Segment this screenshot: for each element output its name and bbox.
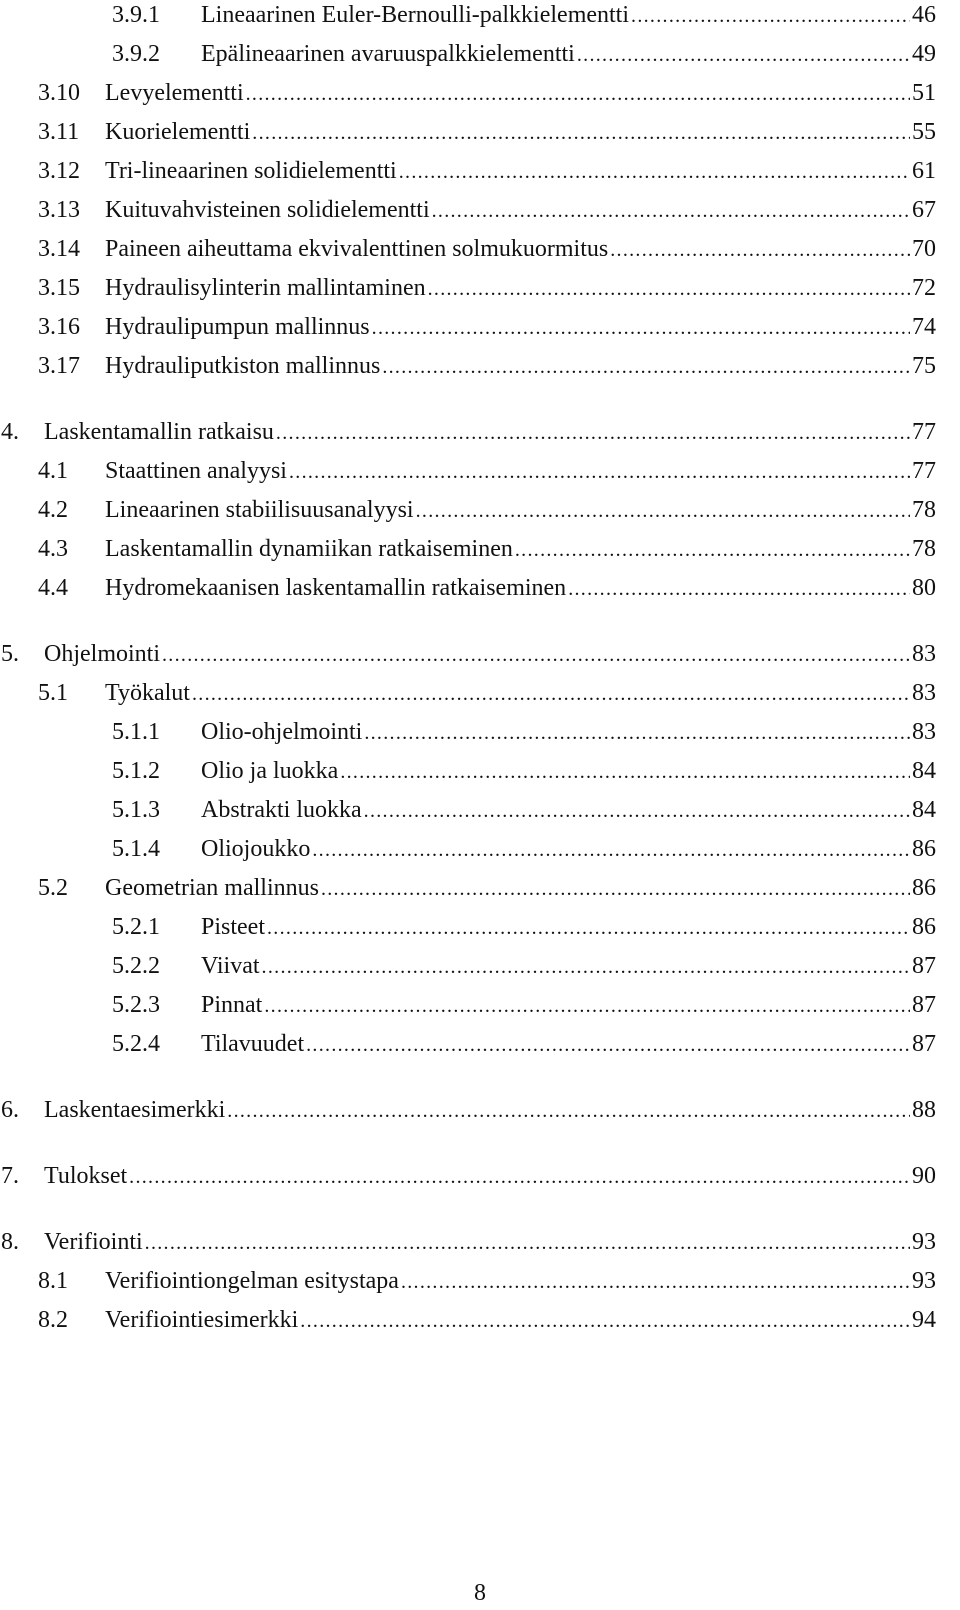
toc-entry: [0, 268, 960, 308]
toc-entry: [0, 307, 960, 347]
toc-entry-title: Laskentamallin dynamiikan ratkaiseminen: [105, 529, 515, 569]
toc-entry-title: Viivat: [201, 946, 262, 986]
toc-entry-title: Hydromekaanisen laskentamallin ratkaiseminen: [105, 568, 568, 608]
toc-entry-number: 3.9.2: [112, 41, 160, 67]
toc-entry-text: [105, 1300, 936, 1341]
toc-entry: [0, 190, 960, 230]
toc-entry: [0, 1156, 960, 1196]
toc-entry-page: 77: [912, 419, 936, 445]
toc-entry-page: 51: [912, 80, 936, 106]
toc-entry-number: 4.4: [38, 575, 68, 601]
toc-entry-number: 8.: [1, 1229, 19, 1255]
toc-entry: [0, 529, 960, 569]
toc-entry-title: Ohjelmointi: [44, 634, 162, 674]
toc-entry-number: 5.2.4: [112, 1031, 160, 1057]
toc-entry-page: 74: [912, 314, 936, 340]
toc-entry-page: 84: [912, 797, 936, 823]
toc-entry-title: Työkalut: [105, 673, 192, 713]
toc-entry-number: 3.9.1: [112, 2, 160, 28]
toc-entry-page: 87: [912, 992, 936, 1018]
toc-entry-page: 93: [912, 1229, 936, 1255]
toc-entry-number: 5.2.2: [112, 953, 160, 979]
toc-entry-title: Pinnat: [201, 985, 264, 1025]
toc-entry-page: 70: [912, 236, 936, 262]
toc-entry-text: [105, 73, 936, 114]
dot-leader: [577, 35, 910, 75]
toc-entry-page: 86: [912, 875, 936, 901]
toc-entry-title: Laskentamallin ratkaisu: [44, 412, 276, 452]
toc-entry-page: 49: [912, 41, 936, 67]
toc-entry-text: [44, 1156, 936, 1197]
toc-entry-number: 6.: [1, 1097, 19, 1123]
toc-entry-page: 86: [912, 836, 936, 862]
dot-leader: [372, 308, 910, 348]
toc-entry-title: Kuituvahvisteinen solidielementti: [105, 190, 432, 230]
dot-leader: [321, 869, 910, 909]
toc-entry-title: Laskentaesimerkki: [44, 1090, 227, 1130]
dot-leader: [264, 986, 910, 1026]
toc-entry: [0, 1300, 960, 1340]
dot-leader: [631, 0, 910, 36]
toc-entry-page: 83: [912, 680, 936, 706]
toc-entry-text: [201, 34, 936, 75]
toc-entry-page: 78: [912, 536, 936, 562]
toc-entry-title: Lineaarinen Euler-Bernoulli-palkkielementti: [201, 0, 631, 35]
toc-entry: [0, 790, 960, 830]
toc-entry-text: [105, 1261, 936, 1302]
toc-entry-text: [201, 1024, 936, 1065]
toc-entry-title: Staattinen analyysi: [105, 451, 289, 491]
toc-entry-page: 75: [912, 353, 936, 379]
dot-leader: [312, 830, 910, 870]
toc-entry-number: 4.2: [38, 497, 68, 523]
dot-leader: [610, 230, 910, 270]
toc-entry-number: 8.2: [38, 1307, 68, 1333]
toc-entry-number: 3.12: [38, 158, 80, 184]
toc-entry-number: 3.15: [38, 275, 80, 301]
toc-entry-text: [105, 268, 936, 309]
dot-leader: [364, 713, 910, 753]
toc-entry: [0, 673, 960, 713]
toc-entry: [0, 907, 960, 947]
toc-entry: [0, 73, 960, 113]
toc-entry-title: Olio-ohjelmointi: [201, 712, 364, 752]
toc-entry-number: 3.17: [38, 353, 80, 379]
dot-leader: [399, 152, 910, 192]
toc-entry-title: Kuorielementti: [105, 112, 252, 152]
toc-entry-title: Hydraulipumpun mallinnus: [105, 307, 372, 347]
toc-entry-number: 7.: [1, 1163, 19, 1189]
toc-entry-number: 3.14: [38, 236, 80, 262]
toc-entry-text: [44, 1222, 936, 1263]
toc-entry-title: Oliojoukko: [201, 829, 312, 869]
toc-entry-title: Verifiointi: [44, 1222, 145, 1262]
toc-entry-text: [201, 790, 936, 831]
toc-entry-title: Pisteet: [201, 907, 267, 947]
toc-entry-title: Verifiointiongelman esitystapa: [105, 1261, 401, 1301]
dot-leader: [129, 1157, 910, 1197]
toc-entry: [0, 346, 960, 386]
toc-entry-title: Geometrian mallinnus: [105, 868, 321, 908]
dot-leader: [145, 1223, 910, 1263]
dot-leader: [428, 269, 910, 309]
toc-entry-number: 5.1.3: [112, 797, 160, 823]
toc-entry: [0, 829, 960, 869]
toc-entry: [0, 1261, 960, 1301]
toc-entry-text: [201, 985, 936, 1026]
toc-entry-page: 93: [912, 1268, 936, 1294]
toc-entry-text: [44, 412, 936, 453]
toc-entry-page: 87: [912, 953, 936, 979]
toc-entry: [0, 490, 960, 530]
toc-entry: [0, 1222, 960, 1262]
toc-entry-text: [105, 490, 936, 531]
toc-entry-number: 5.2: [38, 875, 68, 901]
toc-entry-page: 78: [912, 497, 936, 523]
toc-entry-page: 94: [912, 1307, 936, 1333]
dot-leader: [382, 347, 910, 387]
toc-entry: [0, 1024, 960, 1064]
toc-entry-page: 61: [912, 158, 936, 184]
toc-entry-text: [105, 346, 936, 387]
toc-entry: [0, 712, 960, 752]
toc-entry-text: [201, 0, 936, 36]
toc-entry: [0, 1090, 960, 1130]
toc-entry-title: Tilavuudet: [201, 1024, 306, 1064]
toc-entry: [0, 151, 960, 191]
toc-entry: [0, 34, 960, 74]
toc-entry: [0, 946, 960, 986]
toc-entry-number: 8.1: [38, 1268, 68, 1294]
dot-leader: [432, 191, 910, 231]
toc-entry: [0, 634, 960, 674]
toc-entry-number: 5.1.4: [112, 836, 160, 862]
toc-entry-number: 5.1.2: [112, 758, 160, 784]
toc-entry-number: 5.1: [38, 680, 68, 706]
toc-entry-title: Tulokset: [44, 1156, 129, 1196]
toc-entry-title: Epälineaarinen avaruuspalkkielementti: [201, 34, 577, 74]
dot-leader: [340, 752, 910, 792]
toc-entry-title: Hydraulisylinterin mallintaminen: [105, 268, 428, 308]
dot-leader: [262, 947, 910, 987]
toc-entry-text: [105, 151, 936, 192]
toc-entry-page: 77: [912, 458, 936, 484]
toc-entry-page: 84: [912, 758, 936, 784]
toc-entry-number: 4.3: [38, 536, 68, 562]
page-number: 8: [474, 1580, 486, 1606]
toc-entry-text: [105, 451, 936, 492]
dot-leader: [364, 791, 910, 831]
toc-entry-text: [201, 751, 936, 792]
toc-entry-title: Tri-lineaarinen solidielementti: [105, 151, 399, 191]
toc-entry-page: 83: [912, 641, 936, 667]
toc-entry: [0, 868, 960, 908]
toc-entry: [0, 451, 960, 491]
toc-entry-page: 46: [912, 2, 936, 28]
toc-entry-page: 67: [912, 197, 936, 223]
toc-entry-title: Hydrauliputkiston mallinnus: [105, 346, 382, 386]
toc-entry-text: [201, 946, 936, 987]
toc-entry-page: 86: [912, 914, 936, 940]
toc-entry-number: 4.1: [38, 458, 68, 484]
dot-leader: [267, 908, 910, 948]
dot-leader: [252, 113, 910, 153]
toc-entry-text: [105, 190, 936, 231]
toc-entry-text: [105, 868, 936, 909]
toc-entry-number: 3.10: [38, 80, 80, 106]
toc-entry-number: 5.2.1: [112, 914, 160, 940]
toc-entry-text: [105, 529, 936, 570]
dot-leader: [300, 1301, 910, 1341]
toc-entry-page: 90: [912, 1163, 936, 1189]
toc-entry-page: 72: [912, 275, 936, 301]
toc-entry: [0, 0, 960, 35]
toc-entry-text: [105, 673, 936, 714]
toc-entry-number: 5.1.1: [112, 719, 160, 745]
toc-entry-page: 83: [912, 719, 936, 745]
dot-leader: [162, 635, 910, 675]
dot-leader: [401, 1262, 910, 1302]
toc-entry-page: 87: [912, 1031, 936, 1057]
toc-entry-text: [201, 712, 936, 753]
toc-entry-text: [201, 907, 936, 948]
toc-entry-title: Paineen aiheuttama ekvivalenttinen solmukuormitus: [105, 229, 610, 269]
toc-entry: [0, 412, 960, 452]
toc-entry-title: Verifiointiesimerkki: [105, 1300, 300, 1340]
dot-leader: [289, 452, 910, 492]
toc-entry: [0, 751, 960, 791]
toc-entry-text: [44, 1090, 936, 1131]
toc-entry-text: [105, 568, 936, 609]
dot-leader: [276, 413, 910, 453]
toc-entry-page: 80: [912, 575, 936, 601]
toc-entry: [0, 568, 960, 608]
toc-entry-number: 5.: [1, 641, 19, 667]
toc-entry-number: 3.13: [38, 197, 80, 223]
dot-leader: [306, 1025, 910, 1065]
toc-entry-number: 5.2.3: [112, 992, 160, 1018]
toc-entry-text: [105, 307, 936, 348]
dot-leader: [515, 530, 910, 570]
toc-entry: [0, 985, 960, 1025]
toc-entry-page: 88: [912, 1097, 936, 1123]
toc-entry-number: 3.16: [38, 314, 80, 340]
toc-entry-text: [105, 112, 936, 153]
toc-entry-text: [105, 229, 936, 270]
dot-leader: [227, 1091, 910, 1131]
toc-entry-title: Abstrakti luokka: [201, 790, 364, 830]
toc-entry-number: 4.: [1, 419, 19, 445]
toc-entry-page: 55: [912, 119, 936, 145]
dot-leader: [568, 569, 910, 609]
toc-entry-text: [44, 634, 936, 675]
toc-entry-title: Olio ja luokka: [201, 751, 340, 791]
toc-entry: [0, 112, 960, 152]
dot-leader: [192, 674, 910, 714]
dot-leader: [416, 491, 910, 531]
toc-entry: [0, 229, 960, 269]
toc-entry-number: 3.11: [38, 119, 80, 145]
toc-entry-title: Lineaarinen stabiilisuusanalyysi: [105, 490, 416, 530]
dot-leader: [246, 74, 910, 114]
toc-entry-title: Levyelementti: [105, 73, 246, 113]
toc-entry-text: [201, 829, 936, 870]
